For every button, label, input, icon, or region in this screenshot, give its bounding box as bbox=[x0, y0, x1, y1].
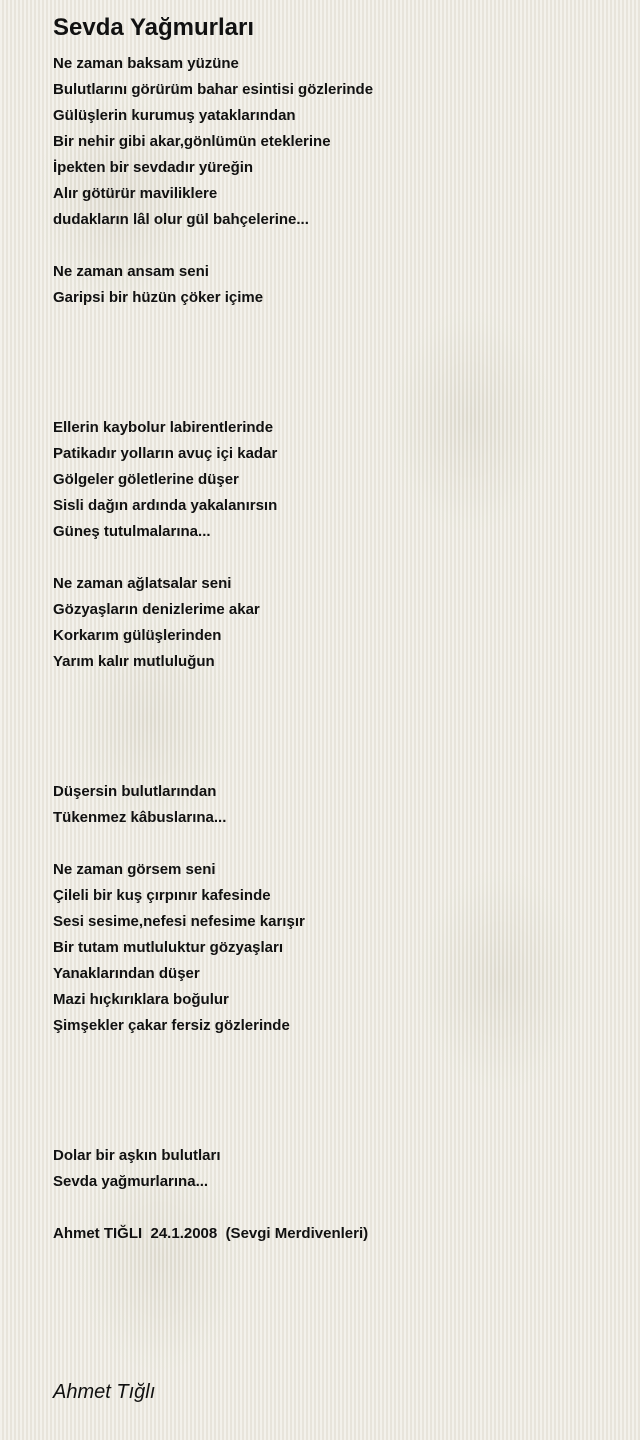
poem-line: Ne zaman görsem seni bbox=[53, 861, 216, 878]
stanza-3 bbox=[53, 415, 613, 545]
poem-line: Tükenmez kâbuslarına... bbox=[53, 809, 227, 826]
poem-line: Bir nehir gibi akar,gönlümün eteklerine bbox=[53, 133, 331, 150]
poem-line: Sevda yağmurlarına... bbox=[53, 1173, 209, 1190]
poem-line: Ne zaman baksam yüzüne bbox=[53, 55, 239, 72]
stanza-2 bbox=[53, 259, 613, 311]
stanza-gap bbox=[53, 311, 613, 415]
stanza-7 bbox=[53, 1143, 613, 1195]
poem-line: Mazi hıçkırıklara boğulur bbox=[53, 991, 229, 1008]
poem-line: Korkarım gülüşlerinden bbox=[53, 627, 222, 644]
poem-line: Düşersin bulutlarından bbox=[53, 783, 217, 800]
poem-line: Gözyaşların denizlerime akar bbox=[53, 601, 260, 618]
stanza-5 bbox=[53, 779, 613, 831]
author-name: Ahmet Tığlı bbox=[53, 1381, 156, 1403]
poem-line: Bir tutam mutluluktur gözyaşları bbox=[53, 939, 284, 956]
poem-line: Ne zaman ansam seni bbox=[53, 263, 209, 280]
poem-line: Ne zaman ağlatsalar seni bbox=[53, 575, 232, 592]
poem-line: Çileli bir kuş çırpınır kafesinde bbox=[53, 887, 271, 904]
stanza-gap bbox=[53, 1195, 613, 1221]
stanza-gap bbox=[53, 831, 613, 857]
poem-line: Yanaklarından düşer bbox=[53, 965, 200, 982]
poem-line: Yarım kalır mutluluğun bbox=[53, 653, 215, 670]
stanza-6 bbox=[53, 857, 613, 1039]
poem-line: Bulutlarını görürüm bahar esintisi gözlerinde bbox=[53, 81, 374, 98]
poem-line: İpekten bir sevdadır yüreğin bbox=[53, 159, 254, 176]
poem-body bbox=[53, 51, 613, 1247]
stanza-4 bbox=[53, 571, 613, 675]
poem-line: dudakların lâl olur gül bahçelerine... bbox=[53, 211, 309, 228]
stanza-1 bbox=[53, 51, 613, 233]
poem-line: Alır götürür maviliklere bbox=[53, 185, 218, 202]
poem-line: Garipsi bir hüzün çöker içime bbox=[53, 289, 264, 306]
stanza-gap bbox=[53, 675, 613, 779]
poem-title: Sevda Yağmurları bbox=[53, 14, 254, 41]
poem-line: Ellerin kaybolur labirentlerinde bbox=[53, 419, 274, 436]
stanza-gap bbox=[53, 233, 613, 259]
poem-line: Dolar bir aşkın bulutları bbox=[53, 1147, 221, 1164]
stanza-gap bbox=[53, 545, 613, 571]
signature-line bbox=[53, 1221, 613, 1247]
poem-line: Patikadır yolların avuç içi kadar bbox=[53, 445, 278, 462]
poem-line: Gülüşlerin kurumuş yataklarından bbox=[53, 107, 296, 124]
poem-line: Gölgeler göletlerine düşer bbox=[53, 471, 239, 488]
poem-line: Sisli dağın ardında yakalanırsın bbox=[53, 497, 278, 514]
stanza-gap bbox=[53, 1039, 613, 1143]
poem-signature: Ahmet TIĞLI 24.1.2008 (Sevgi Merdivenleri) bbox=[53, 1225, 369, 1242]
poem-line: Şimşekler çakar fersiz gözlerinde bbox=[53, 1017, 290, 1034]
poem-line: Güneş tutulmalarına... bbox=[53, 523, 211, 540]
poem-line: Sesi sesime,nefesi nefesime karışır bbox=[53, 913, 305, 930]
